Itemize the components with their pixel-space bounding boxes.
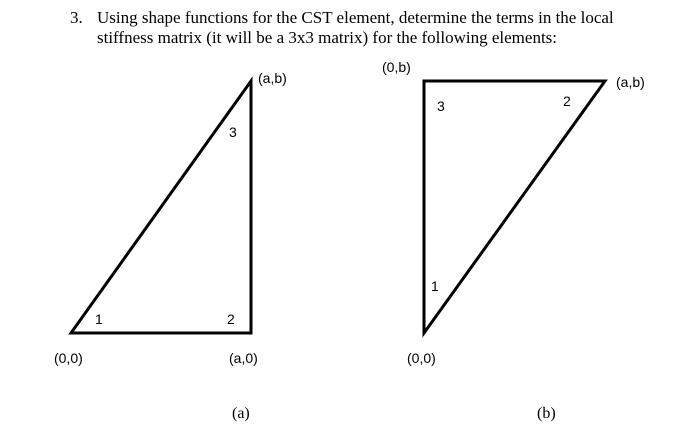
element-a-caption: (a) — [232, 405, 250, 422]
element-a-coord-origin: (0,0) — [54, 350, 83, 366]
problem-number: 3. — [70, 8, 83, 27]
element-a-coord-bottom-right: (a,0) — [229, 350, 258, 366]
element-b-coord-top-right: (a,b) — [616, 74, 645, 90]
element-b-node-2: 2 — [563, 93, 571, 109]
problem-text-line-1: Using shape functions for the CST element, determine the terms in the local — [97, 8, 614, 27]
element-a-coord-top-right: (a,b) — [258, 70, 287, 86]
element-b-node-3: 3 — [437, 98, 445, 114]
element-a-node-1: 1 — [95, 311, 103, 327]
element-a-triangle — [71, 81, 251, 333]
element-b-coord-origin: (0,0) — [407, 350, 436, 366]
element-b-coord-top-left: (0,b) — [382, 59, 411, 75]
element-b-node-1: 1 — [431, 278, 439, 294]
element-b-caption: (b) — [537, 405, 556, 422]
element-b — [382, 59, 645, 422]
element-a — [54, 70, 287, 422]
element-a-node-3: 3 — [229, 124, 237, 140]
element-a-node-2: 2 — [227, 311, 235, 327]
element-b-triangle — [424, 81, 605, 333]
problem-text-line-2: stiffness matrix (it will be a 3x3 matrix) for the following elements: — [97, 28, 558, 47]
